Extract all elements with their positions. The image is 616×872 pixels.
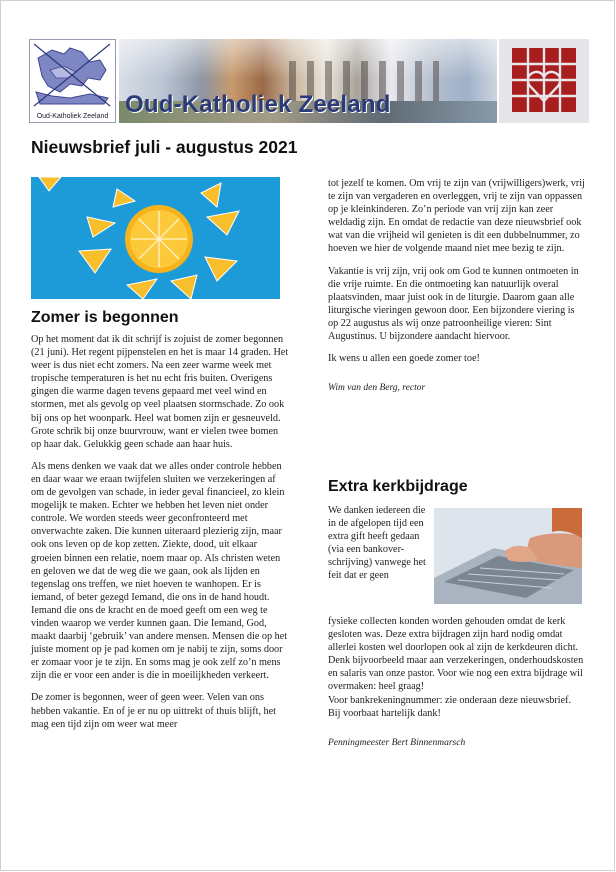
article-summer-column-1 — [31, 333, 289, 740]
zeeland-logo — [29, 39, 116, 123]
article-title-summer: Zomer is begonnen — [31, 309, 179, 326]
signature-rector: Wim van den Berg, rector — [328, 383, 426, 394]
article-title-extra-contribution: Extra kerkbijdrage — [328, 478, 468, 495]
newsletter-title: Nieuwsbrief juli - augustus 2021 — [31, 137, 298, 157]
article-summer-column-2 — [328, 177, 586, 404]
orange-slices-image — [31, 177, 280, 299]
cross-heart-icon — [499, 39, 589, 123]
bank-account-note: Voor bankrekeningnummer: zie onderaan deze nieuwsbrief. Bij voorbaat hartelijk dank! — [328, 694, 572, 719]
paragraph: Vakantie is vrij zijn, vrij ook om God te kunnen ontmoeten in die vrije ruimte. En die ontmoeting kan natuurlijk overal plaatsvinden, maar juist ook in de liturgie. Daarom gaan alle liturgische vieringen gewoon door. Een bijzondere viering is op 22 augustus als wij onze patroonheilige vieren: Sint Augustinus. U bijzondere aandacht hiervoor. — [328, 265, 579, 343]
church-cross-emblem — [499, 39, 589, 123]
paragraph: fysieke collecten konden worden gehouden omdat de kerk gesloten was. Deze extra bijdragen zijn hard nodig omdat allerlei kosten wel doorlopen ook al zijn de kerkdeuren dicht. Denk bijvoorbeeld maar aan verzekeringen, onderhoudskosten en salaris van onze pastor. Voor wie nog een extra bijdrage wil overmaken: heel graag! — [328, 616, 584, 693]
laptop-typing-image — [434, 508, 582, 604]
paragraph: Ik wens u allen een goede zomer toe! — [328, 353, 480, 365]
paragraph: tot jezelf te komen. Om vrij te zijn van (vrijwilligers)werk, vrij te zijn van vergaderen en overleggen, vrij te zijn van oppassen op je kleinkinderen. Zo’n periode van vrij zijn kan zeer weldadig zijn. En omdat de redactie van deze nieuwsbrief ook wat van die vrijheid wil genieten is dit een dubbelnummer, zo hoeven we hier de volgende maand niet mee bezig te zijn. — [328, 178, 585, 255]
zeeland-map-icon — [30, 40, 115, 110]
paragraph: Als mens denken we vaak dat we alles onder controle hebben en daar waar we eraan twijfelen sluiten we verzekeringen af om de gevolgen van schade, in ieder geval financieel, zo klein mogelijk te maken. Echter we hebben het leven niet onder controle. We worden steeds weer geconfronteerd met onverwachte zaken. Die kunnen uiteraard plezierig zijn, maar ook ons leven op de kop zetten. Ziekte, dood, uit elkaar groeien binnen een relatie, noem maar op. Als christen weten en geloven we dat de weg die we gaan, ook als lijden en tegenslag ons treffen, we niet hoeven te wanhopen. Er is iemand, of beter gezegd Iemand, die ons in de hand houdt. Iemand die ons de kracht en de moed geeft om een weg te vinden waarop we verder kunnen gaan. Die Iemand, God, maakt daarbij ‘gebruik’ van andere mensen. Mensen die op het juiste moment op je pad komen om je nabij te zijn, soms door er zomaar voor je te zijn. En soms mag je ook zelf zo’n mens zijn die er voor een ander is die in moeilijkheden verkeert. — [31, 460, 288, 682]
logo-caption: Oud-Katholiek Zeeland — [36, 113, 109, 120]
signature-treasurer: Penningmeester Bert Binnenmarsch — [328, 737, 466, 748]
article-contribution-narrow-text: We danken iedereen die in de afgelopen tijd een extra gift heeft gedaan (via een bankover-schrijving) vanwege het feit dat er geen — [328, 505, 426, 582]
header-banner — [29, 39, 589, 123]
paragraph: De zomer is begonnen, weer of geen weer. Velen van ons hebben vakantie. En of je er nu op uittrekt of thuis blijft, het mag een tijd zijn om weer wat meer — [31, 692, 277, 730]
banner-title: Oud-Katholiek Zeeland — [125, 91, 391, 118]
article-contribution-body — [328, 615, 586, 759]
paragraph: Op het moment dat ik dit schrijf is zojuist de zomer begonnen (21 juni). Het regent pijpenstelen en het is maar 14 graden. Het weer is dus niet echt zomers. Na een zeer warme week met tropische temperaturen is het nu echt fris buiten. Overigens gingen die warme dagen tevens gepaard met veel wind en stormen, met als gevolg op veel plaatsen stormschade. Zo ook bij ons op het woonpark. Heel wat bomen zijn er gesneuveld. Grote schrik bij onze buurvrouw, want er vielen twee bomen op haar dak. Gelukkig geen schade aan haar huis. — [31, 334, 289, 450]
